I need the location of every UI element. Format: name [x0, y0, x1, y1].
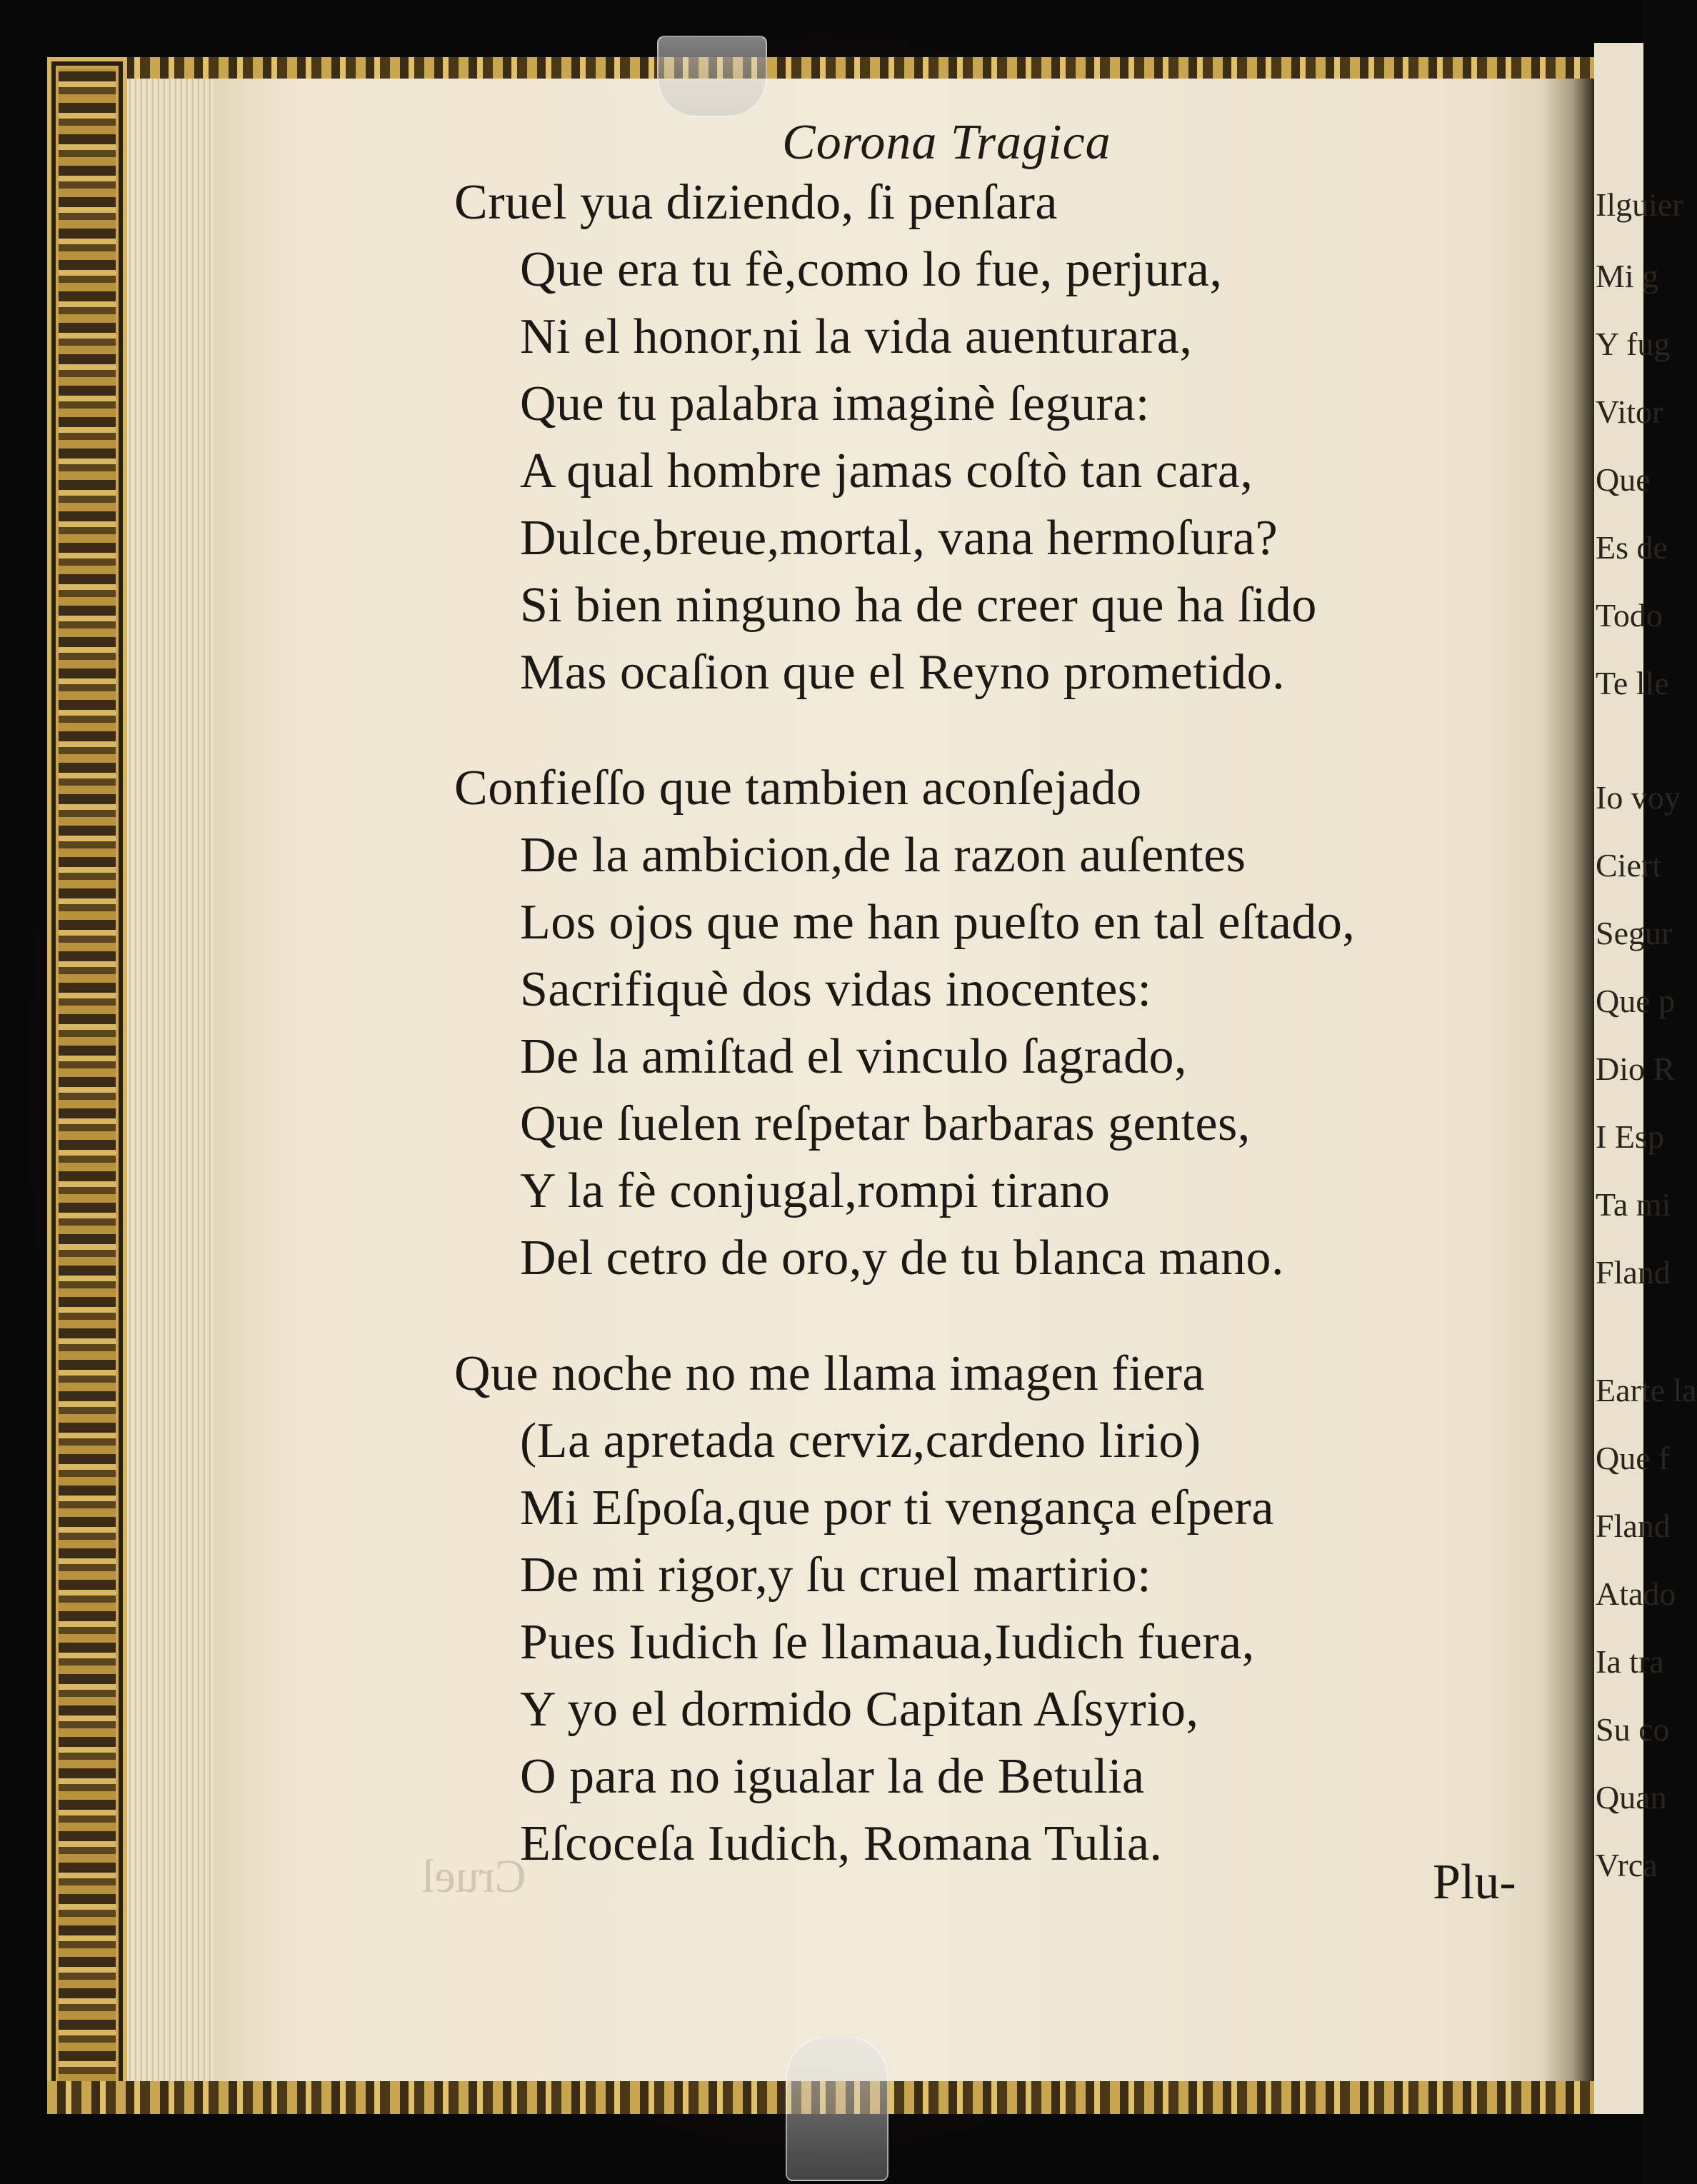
verse-line: Que tu palabra imaginè ſegura:	[520, 376, 1150, 431]
facing-page-line: Io voy	[1596, 779, 1681, 816]
verse-line: De la ambicion,de la razon auſentes	[520, 828, 1246, 883]
facing-page-line: Dio R	[1596, 1051, 1676, 1087]
gilt-border-top	[47, 57, 1604, 79]
verse-line: Que noche no me llama imagen fiera	[454, 1346, 1206, 1401]
facing-page-line: Earte la	[1596, 1372, 1697, 1408]
verse-line: Ni el honor,ni la vida auenturara,	[520, 309, 1193, 364]
facing-page-line: Fland	[1596, 1508, 1671, 1544]
facing-page-line: Que p	[1596, 983, 1676, 1019]
verse-line: Confieſſo que tambien aconſejado	[454, 761, 1142, 816]
gilt-border-left	[47, 57, 127, 2114]
verse-line: (La apretada cerviz,cardeno lirio)	[520, 1413, 1201, 1468]
facing-page-line: Segur	[1596, 915, 1673, 951]
show-through-text: Cruel	[421, 1850, 526, 1903]
verse-line: Que era tu fè,como lo fue, perjura,	[520, 242, 1223, 297]
facing-page	[1594, 43, 1697, 2114]
facing-page-line: Quan	[1596, 1779, 1667, 1815]
facing-page-line: Y fug	[1596, 326, 1671, 362]
verse-line: Mas ocaſion que el Reyno prometido.	[520, 645, 1286, 700]
facing-page-line: I Esp	[1596, 1118, 1664, 1155]
facing-page-line: Su co	[1596, 1711, 1670, 1748]
verse-line: De mi rigor,y ſu cruel martirio:	[520, 1548, 1152, 1603]
verse-line: Mi Eſpoſa,que por ti vengança eſpera	[520, 1481, 1274, 1536]
verse-line: Cruel yua diziendo, ſi penſara	[454, 175, 1058, 230]
facing-page-line: Todo	[1596, 597, 1663, 633]
verse-line: Sacrifiquè dos vidas inocentes:	[520, 962, 1152, 1017]
verse-line: Pues Iudich ſe llamaua,Iudich fuera,	[520, 1615, 1255, 1670]
facing-page-line: Vrca	[1596, 1847, 1658, 1883]
verse-line: Dulce,breue,mortal, vana hermoſura?	[520, 511, 1278, 566]
facing-page-line: Vitor	[1596, 394, 1663, 430]
page-gutter	[1543, 79, 1593, 2081]
verse-line: Del cetro de oro,y de tu blanca mano.	[520, 1231, 1285, 1286]
facing-page-line: Ilguier	[1596, 186, 1683, 223]
verse-line: O para no igualar la de Betulia	[520, 1749, 1145, 1804]
verse-line: Los ojos que me han pueſto en tal eſtado,	[520, 895, 1356, 950]
verse-line: Y yo el dormido Capitan Aſsyrio,	[520, 1682, 1199, 1737]
verse-line: Eſcoceſa Iudich, Romana Tulia.	[520, 1816, 1163, 1871]
facing-page-line: Es de	[1596, 529, 1668, 566]
facing-page-line: Ciert	[1596, 847, 1661, 883]
facing-page-line: Te lle	[1596, 665, 1669, 701]
catchword: Plu-	[1433, 1855, 1516, 1910]
facing-page-line: Mi g	[1596, 258, 1659, 294]
facing-page-line: Fland	[1596, 1254, 1671, 1291]
running-head: Corona Tragica	[782, 115, 1111, 170]
verse-line: De la amiſtad el vinculo ſagrado,	[520, 1029, 1187, 1084]
page-clip-top	[657, 36, 767, 117]
facing-page-line: Que	[1596, 461, 1651, 498]
verse-line: Y la fè conjugal,rompi tirano	[520, 1163, 1111, 1218]
facing-page-line: Que f	[1596, 1440, 1670, 1476]
facing-page-line: Ia tra	[1596, 1643, 1664, 1680]
verse-line: Que ſuelen reſpetar barbaras gentes,	[520, 1096, 1251, 1151]
page-edges	[127, 79, 219, 2081]
facing-page-line: Atado	[1596, 1576, 1676, 1612]
verse-line: Si bien ninguno ha de creer que ha ſido	[520, 578, 1317, 633]
verse-line: A qual hombre jamas coſtò tan cara,	[520, 444, 1253, 499]
facing-page-line: Ta mi	[1596, 1186, 1671, 1223]
page-clip-bottom	[786, 2035, 888, 2181]
